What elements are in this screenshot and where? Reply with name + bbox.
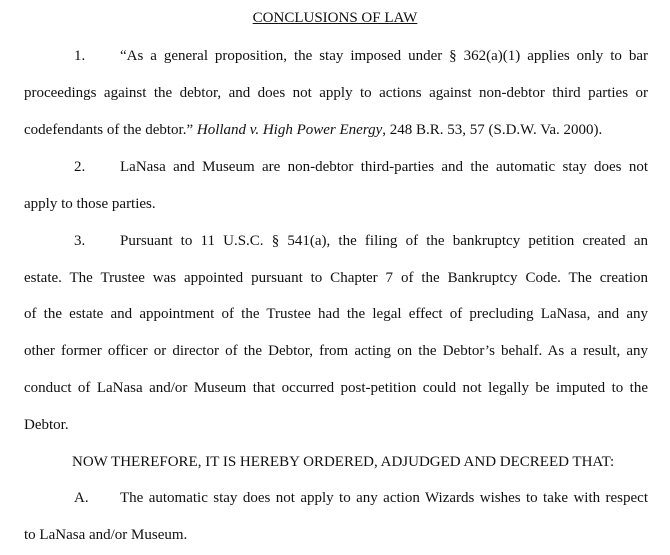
paragraph-line: other former officer or director of the Debtor, from acting on the Debtor’s behalf. As a result, any	[24, 343, 648, 359]
paragraph-number: 2.	[74, 159, 86, 175]
paragraph-line: to LaNasa and/or Museum.	[24, 527, 188, 543]
section-heading: CONCLUSIONS OF LAW	[252, 10, 418, 26]
paragraph-number: A.	[74, 490, 89, 506]
paragraph-line: “As a general proposition, the stay imposed under § 362(a)(1) applies only to bar	[120, 48, 648, 64]
text-span: , 248 B.R. 53, 57 (S.D.W. Va. 2000).	[382, 122, 603, 138]
paragraph-line: proceedings against the debtor, and does not apply to actions against non-debtor third parties or	[24, 85, 648, 101]
case-citation: Holland v. High Power Energy	[196, 122, 383, 138]
paragraph-line	[24, 121, 602, 139]
paragraph-line: estate. The Trustee was appointed pursuant to Chapter 7 of the Bankruptcy Code. The creation	[24, 270, 648, 286]
paragraph-line: Pursuant to 11 U.S.C. § 541(a), the filing of the bankruptcy petition created an	[120, 233, 648, 249]
text-span: codefendants of the debtor.”	[24, 122, 197, 138]
paragraph-number: 1.	[74, 48, 86, 64]
order-heading: NOW THEREFORE, IT IS HEREBY ORDERED, ADJUDGED AND DECREED THAT:	[72, 454, 615, 470]
paragraph-line: Debtor.	[24, 417, 69, 433]
paragraph-number: 3.	[74, 233, 86, 249]
paragraph-line: LaNasa and Museum are non-debtor third-parties and the automatic stay does not	[120, 159, 648, 175]
paragraph-line: The automatic stay does not apply to any action Wizards wishes to take with respect	[120, 490, 648, 506]
paragraph-line: conduct of LaNasa and/or Museum that occurred post-petition could not legally be imputed to the	[24, 380, 648, 396]
paragraph-line: of the estate and appointment of the Trustee had the legal effect of precluding LaNasa, and any	[24, 306, 648, 322]
paragraph-line: apply to those parties.	[24, 196, 156, 212]
